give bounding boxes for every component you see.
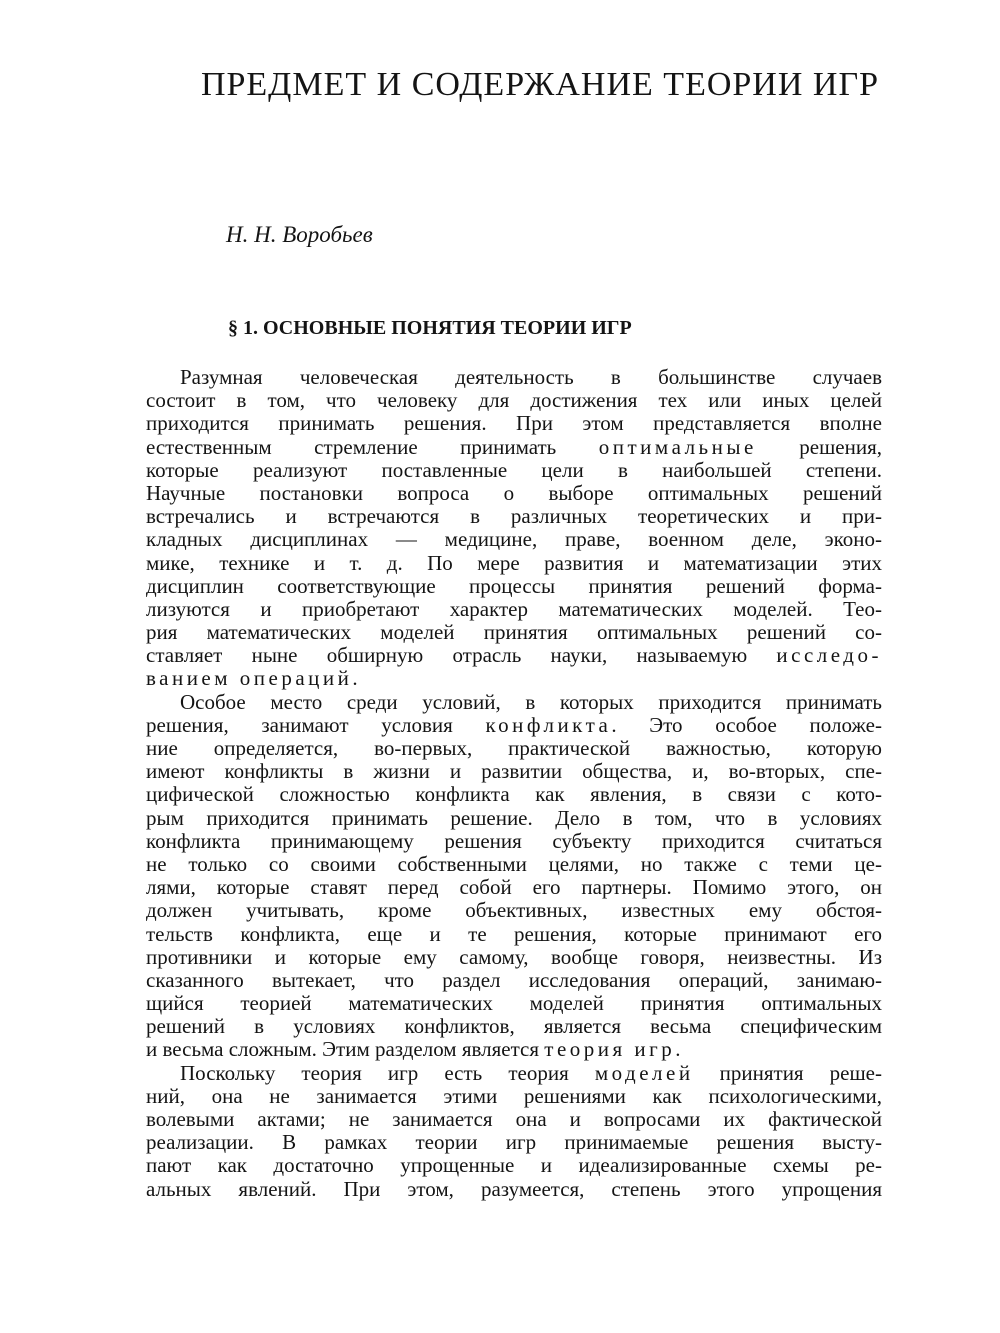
text-line <box>146 389 882 412</box>
text-segment: пают как достаточно упрощенные и идеализированные схемы ре- <box>146 1153 882 1178</box>
text-segment: Научные постановки вопроса о выборе оптимальных решений <box>146 480 882 505</box>
text-line <box>146 783 882 806</box>
text-segment: . <box>675 1037 681 1062</box>
text-line <box>146 482 882 505</box>
text-line <box>146 552 882 575</box>
text-segment: Разумная человеческая деятельность в большинстве случаев <box>180 365 882 389</box>
text-segment: лями, которые ставят перед собой его партнеры. Помимо этого, он <box>146 875 882 900</box>
text-segment: принятия реше- <box>693 1060 882 1085</box>
text-line <box>146 1178 882 1201</box>
text-segment: естественным стремление принимать <box>146 434 599 459</box>
text-segment: приходится принимать решения. При этом представляется вполне <box>146 411 882 436</box>
text-segment: состоит в том, что человеку для достижения тех или иных целей <box>146 388 882 413</box>
text-line <box>146 1108 882 1131</box>
text-line <box>146 528 882 551</box>
text-line <box>146 1015 882 1038</box>
text-segment: встречались и встречаются в различных теоретических и при- <box>146 504 882 529</box>
text-segment: имеют конфликты в жизни и развитии общества, и, во-вторых, спе- <box>146 759 882 784</box>
text-segment: цифической сложностью конфликта как явления, в связи с кото- <box>146 782 882 807</box>
emphasized-term: теория игр <box>544 1037 676 1062</box>
text-line <box>146 1085 882 1108</box>
text-segment: конфликта принимающему решения субъекту приходится считаться <box>146 828 882 853</box>
text-line <box>146 366 882 389</box>
text-segment: рия математических моделей принятия оптимальных решений со- <box>146 620 882 645</box>
text-line <box>146 575 882 598</box>
text-line <box>146 667 882 690</box>
text-line <box>146 621 882 644</box>
text-segment: рым приходится принимать решение. Дело в том, что в условиях <box>146 805 882 830</box>
text-line <box>146 505 882 528</box>
text-segment: ний, она не занимается этими решениями как психологическими, <box>146 1083 882 1108</box>
text-segment: и весьма сложным. Этим разделом является <box>146 1037 545 1062</box>
text-segment: реализации. В рамках теории игр принимаемые решения высту- <box>146 1130 882 1155</box>
text-segment: должен учитывать, кроме объективных, известных ему обстоя- <box>146 898 882 923</box>
text-segment: дисциплин соответствующие процессы принятия решений форма- <box>146 573 882 598</box>
text-segment: тельств конфликта, еще и те решения, которые принимают его <box>146 921 882 946</box>
text-line <box>146 737 882 760</box>
body-text <box>146 366 882 1201</box>
author-name: Н. Н. Воробьев <box>226 222 373 247</box>
text-line <box>146 992 882 1015</box>
text-line <box>146 923 882 946</box>
section-heading: § 1. ОСНОВНЫЕ ПОНЯТИЯ ТЕОРИИ ИГР <box>228 317 632 339</box>
text-line <box>146 714 882 737</box>
text-line <box>146 830 882 853</box>
text-line <box>146 1154 882 1177</box>
text-line <box>146 1038 882 1061</box>
text-segment: кладных дисциплинах — медицине, праве, военном деле, эконо- <box>146 527 882 552</box>
text-segment: Особое место среди условий, в которых приходится принимать <box>180 689 882 714</box>
text-segment: щийся теорией математических моделей принятия оптимальных <box>146 991 882 1016</box>
text-line <box>146 598 882 621</box>
text-line <box>146 946 882 969</box>
text-line <box>146 1131 882 1154</box>
text-segment: сказанного вытекает, что раздел исследования операций, занимаю- <box>146 967 882 992</box>
text-segment: решения, <box>756 434 882 459</box>
text-line <box>146 876 882 899</box>
text-line <box>146 436 882 459</box>
emphasized-term: конфликта <box>485 712 612 737</box>
text-segment: лизуются и приобретают характер математических моделей. Тео- <box>146 596 882 621</box>
text-segment: ставляет ныне обширную отрасль науки, называемую <box>146 643 777 668</box>
text-segment: решений в условиях конфликтов, является весьма специфическим <box>146 1014 882 1039</box>
text-segment: . <box>352 666 358 691</box>
emphasized-term: ванием операций <box>146 666 353 691</box>
text-segment: . Это особое положе- <box>611 712 882 737</box>
text-line <box>146 760 882 783</box>
emphasized-term: исследо- <box>776 643 882 668</box>
text-line <box>146 412 882 435</box>
text-line <box>146 899 882 922</box>
text-segment: мике, технике и т. д. По мере развития и математизации этих <box>146 550 882 575</box>
page-title: ПРЕДМЕТ И СОДЕРЖАНИЕ ТЕОРИИ ИГР <box>200 66 880 103</box>
text-line <box>146 459 882 482</box>
text-line <box>146 644 882 667</box>
emphasized-term: моделей <box>594 1060 694 1085</box>
emphasized-term: оптимальные <box>598 434 757 459</box>
text-segment: волевыми актами; не занимается она и вопросами их фактической <box>146 1107 882 1131</box>
text-segment: решения, занимают условия <box>146 712 486 737</box>
text-segment: альных явлений. При этом, разумеется, степень этого упрощения <box>146 1176 882 1201</box>
text-line <box>146 969 882 992</box>
text-segment: ние определяется, во-первых, практической важностью, которую <box>146 736 882 760</box>
text-segment: которые реализуют поставленные цели в наибольшей степени. <box>146 457 882 482</box>
text-segment: не только со своими собственными целями, но также с теми це- <box>146 851 882 876</box>
text-segment: Поскольку теория игр есть теория <box>180 1060 595 1085</box>
text-line <box>146 807 882 830</box>
text-line <box>146 1062 882 1085</box>
text-line <box>146 853 882 876</box>
text-line <box>146 691 882 714</box>
text-segment: противники и которые ему самому, вообще говоря, неизвестны. Из <box>146 944 882 969</box>
